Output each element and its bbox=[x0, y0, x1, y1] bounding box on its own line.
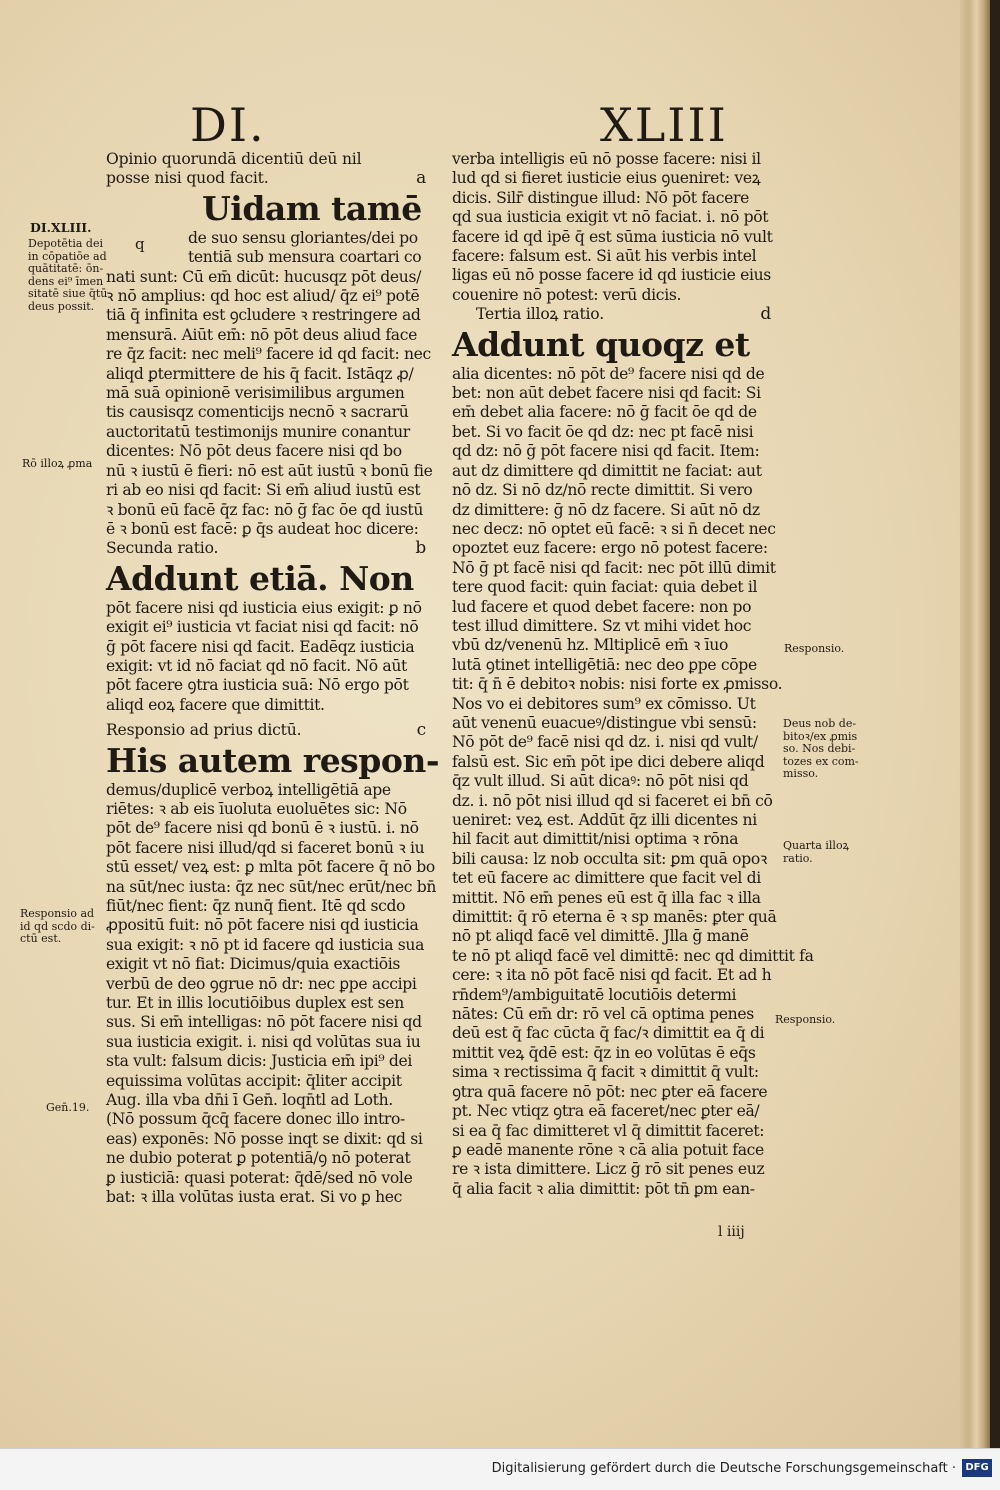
text-line: demus/duplicē verboꝝ intelligētiā ape bbox=[106, 780, 391, 799]
text-line: test illud dimittere. Sz vt mihi videt hoc bbox=[452, 616, 752, 635]
dfg-logo: DFG bbox=[962, 1459, 992, 1477]
text-line: qd dz: nō ḡ pōt facere nisi qd facit. Item: bbox=[452, 442, 760, 461]
text-line: equissima volūtas accipit: q̄liter accipit bbox=[106, 1071, 402, 1090]
text-line: sima ꝛ rectissima q̄ facit ꝛ dimittit q̄ vult: bbox=[452, 1063, 759, 1082]
margin-line: ratio. bbox=[783, 851, 813, 865]
text-line: mā suā opinionē verisimilibus argumen bbox=[106, 384, 405, 403]
text-line: nātes: Cū em̄ dr: rō vel cā optima penes bbox=[452, 1005, 754, 1024]
text-line: couenire nō potest: verū dicis. bbox=[452, 285, 682, 304]
page-edge bbox=[960, 0, 990, 1448]
text-line: rn̄dem⁹/ambiguitatē locutiōis determi bbox=[452, 985, 737, 1004]
text-line: de suo sensu gloriantes/dei po bbox=[188, 228, 418, 247]
text-line: si ea q̄ fac dimitteret vl q̄ dimittit faceret: bbox=[452, 1121, 765, 1140]
running-header-right: XLIII bbox=[600, 98, 728, 152]
margin-note-left-4: Gen̄.19. bbox=[46, 1101, 90, 1114]
section-heading-2: Secunda ratio. b bbox=[106, 538, 426, 559]
text-line: ueniret: veꝝ est. Addūt q̄z illi dicentes ni bbox=[452, 811, 757, 829]
text-line: nō pt aliqd facē vel dimittē. Jlla ḡ manē bbox=[452, 927, 749, 946]
text-line: nū ꝛ iustū ē fieri: nō est aūt iustū ꝛ bonū fie bbox=[106, 461, 433, 480]
text-line: tentiā sub mensura coartari co bbox=[188, 248, 422, 267]
text-line: bili causa: lz nob occulta sit: ꝑm quā opoꝛ bbox=[452, 849, 767, 868]
text-line: q̄z vult illud. Si aūt dicaꝰ: nō pōt nisi qd bbox=[452, 772, 749, 791]
margin-note-left-3 bbox=[20, 908, 95, 946]
text-line: lutā ꝯtinet intelligētiā: nec deo ꝑpe cōpe bbox=[452, 655, 757, 674]
funding-credit: Digitalisierung gefördert durch die Deutsche Forschungsgemeinschaft · bbox=[491, 1461, 956, 1476]
text-line: dz dimittere: ḡ nō dz facere. Si aūt nō dz bbox=[452, 500, 760, 519]
running-header-left: DI. bbox=[190, 98, 266, 152]
text-line: em̄ debet alia facere: nō ḡ facit ōe qd de bbox=[452, 403, 757, 422]
text-line: aliqd ꝑtermittere de his q̄ facit. Istāqz ꝓ/ bbox=[106, 364, 414, 383]
text-line: verbū de deo ꝯgrue nō dr: nec ꝑpe accipi bbox=[106, 974, 417, 993]
text-line: (Nō possum q̄cq̄ facere donec illo intro- bbox=[106, 1110, 405, 1129]
margin-line: Responsio ad bbox=[20, 907, 95, 920]
margin-line: so. Nos debi- bbox=[783, 742, 856, 755]
text-line: deū est q̄ fac cūcta q̄ fac/ꝛ dimittit ea q̄ di bbox=[452, 1024, 765, 1043]
decorated-opening: Uidam tamē bbox=[202, 188, 422, 228]
text-line: dicentes: Nō pōt deus facere nisi qd bo bbox=[106, 442, 402, 461]
section-heading-1 bbox=[106, 150, 432, 189]
text-line: eas) exponēs: Nō posse inqt se dixit: qd si bbox=[106, 1129, 423, 1148]
text-line: na sūt/nec iusta: q̄z nec sūt/nec erūt/nec bn̄ bbox=[106, 877, 437, 896]
text-line: dz. i. nō pōt nisi illud qd si faceret ei bn̄ cō bbox=[452, 791, 773, 810]
text-line: sua iusticia exigit. i. nisi qd volūtas sua iu bbox=[106, 1032, 421, 1051]
margin-line: Quarta illoꝝ bbox=[783, 839, 849, 852]
text-line: lud qd si fieret iusticie eius ꝯueniret: veꝝ bbox=[452, 169, 761, 188]
text-line: tis causisqz comenticijs necnō ꝛ sacrarū bbox=[106, 403, 409, 422]
text-line: qd sua iusticia exigit vt nō faciat. i. nō pōt bbox=[452, 208, 769, 227]
text-line: dicis. Silr̄ distingue illud: Nō pōt facere bbox=[452, 188, 749, 207]
text-line: riētes: ꝛ ab eis īuoluta euoluētes sic: Nō bbox=[106, 799, 407, 818]
text-line: tet eū facere ac dimittere que facit vel di bbox=[452, 869, 761, 888]
text-line: bet: non aūt debet facere nisi qd facit: Si bbox=[452, 384, 761, 403]
text-line: mensurā. Aiūt em̄: nō pōt deus aliud face bbox=[106, 325, 417, 344]
text-line: mittit. Nō em̄ penes eū est q̄ illa fac ꝛ illa bbox=[452, 888, 761, 907]
section-heading-3: Responsio ad prius dictū. c bbox=[106, 720, 426, 741]
margin-line: sitatē siue q̄tū bbox=[28, 287, 108, 300]
text-line: re q̄z facit: nec meli⁹ facere id qd facit: nec bbox=[106, 345, 431, 364]
text-line: aliqd eoꝝ facere que dimittit. bbox=[106, 695, 325, 714]
text-line: tiā q̄ infinita est ꝯcludere ꝛ restringere ad bbox=[106, 306, 421, 325]
paragraph-3 bbox=[106, 780, 437, 1208]
decorated-opening-4: Addunt quoqz et bbox=[452, 324, 750, 364]
paragraph-4 bbox=[452, 150, 777, 305]
text-line: verba intelligis eū nō posse facere: nisi il bbox=[452, 150, 761, 168]
text-line: sus. Si em̄ intelligas: nō pōt facere nisi qd bbox=[106, 1013, 422, 1032]
text-line: te nō pt aliqd facē vel dimittē: nec qd dimittit fa bbox=[452, 946, 814, 965]
text-line: facere: falsum est. Si aūt his verbis intel bbox=[452, 247, 757, 266]
text-line: falsū est. Sic em̄ pōt ipe dici debere aliqd bbox=[452, 752, 765, 771]
text-line: pt. Nec vtiqz ꝯtra eā faceret/nec ꝑter eā/ bbox=[452, 1102, 760, 1121]
text-line: sua exigit: ꝛ nō pt id facere qd iusticia sua bbox=[106, 935, 425, 954]
text-line: bat: ꝛ illa volūtas iusta erat. Si vo ꝑ hec bbox=[106, 1188, 403, 1207]
text-line: Nō pōt de⁹ facē nisi qd dz. i. nisi qd vult/ bbox=[452, 733, 758, 752]
margin-note-right-2 bbox=[783, 718, 859, 781]
text-line: aūt venenū euacueꝰ/distingue vbi sensū: bbox=[452, 713, 757, 732]
margin-line: ctū est. bbox=[20, 932, 62, 945]
text-line: mittit veꝝ q̄dē est: q̄z in eo volūtas ē eq̄s bbox=[452, 1043, 756, 1062]
text-line: tit: q̄ n̄ ē debitoꝛ nobis: nisi forte ex ꝓmisso. bbox=[452, 675, 783, 694]
text-line: auctoritatū testimonijs munire conantur bbox=[106, 422, 410, 441]
margin-line: Depotētia dei bbox=[28, 237, 103, 250]
margin-note-right-1: Responsio. bbox=[784, 642, 845, 655]
margin-line: deus possit. bbox=[28, 299, 95, 313]
paragraph-2 bbox=[106, 599, 432, 715]
text-line: nō dz. Si nō dz/nō recte dimittit. Si vero bbox=[452, 481, 753, 500]
digitization-footer bbox=[0, 1448, 1000, 1490]
text-line: stū esset/ veꝝ est: ꝑ mlta pōt facere q̄ nō bo bbox=[106, 858, 435, 877]
margin-line: tozes ex com- bbox=[783, 754, 859, 768]
text-line: opoztet euz facere: ergo nō potest facere: bbox=[452, 539, 768, 558]
text-line: pōt facere nisi qd iusticia eius exigit: ꝑ nō bbox=[106, 598, 422, 617]
text-line: tere quod facit: quin faciat: quia debet il bbox=[452, 578, 758, 597]
text-line: ri ab eo nisi qd facit: Si em̄ aliud iustū est bbox=[106, 481, 421, 500]
paragraph-1 bbox=[106, 229, 432, 540]
text-line: hil facit aut dimittit/nisi optima ꝛ rōna bbox=[452, 830, 739, 849]
margin-note-right-3 bbox=[783, 840, 849, 865]
text-line: bet. Si vo facit ōe qd dz: nec pt facē nisi bbox=[452, 422, 754, 441]
margin-note-right-4: Responsio. bbox=[775, 1013, 836, 1026]
text-line: pōt facere ꝯtra iusticia suā: Nō ergo pōt bbox=[106, 676, 409, 695]
margin-line: id qd scdo di- bbox=[20, 919, 95, 933]
text-line: q̄ alia facit ꝛ alia dimittit: pōt tn̄ ꝑm ean- bbox=[452, 1179, 755, 1198]
margin-line: quātitatē: ōn- bbox=[28, 262, 104, 275]
heading-line: Opinio quorundā dicentiū deū nil bbox=[106, 150, 362, 168]
text-line: fiūt/nec fient: q̄z nunq̄ fient. Itē qd scdo bbox=[106, 897, 406, 915]
text-line: ꝑ iusticiā: quasi poterat: q̄dē/sed nō vole bbox=[106, 1168, 413, 1187]
text-line: ē ꝛ bonū est facē: ꝑ q̄s audeat hoc dicere: bbox=[106, 519, 419, 538]
text-line: sta vult: falsum dicis: Justicia em̄ ipi⁹ dei bbox=[106, 1052, 413, 1071]
margin-line: dens ei⁹ īmen bbox=[28, 274, 104, 288]
text-line: tur. Et in illis locutiōibus duplex est sen bbox=[106, 994, 404, 1013]
text-line: ne dubio poterat ꝑ potentiā/ꝯ nō poterat bbox=[106, 1149, 411, 1168]
text-line: exigit ei⁹ iusticia vt faciat nisi qd facit: nō bbox=[106, 618, 419, 637]
text-line: Aug. illa vba dn̄i ī Gen̄. loqn̄tl ad Loth. bbox=[106, 1091, 393, 1110]
margin-note-left-2: Rō illoꝝ ꝓma bbox=[22, 457, 93, 470]
text-line: Nō ḡ pt facē nisi qd facit: nec pōt illū dimit bbox=[452, 558, 776, 577]
text-line: ꝑ eadē manente rōne ꝛ cā alia potuit face bbox=[452, 1140, 764, 1159]
text-line: nec decz: nō optet eū facē: ꝛ si n̄ decet nec bbox=[452, 519, 776, 538]
text-line: ꝓpositū fuit: nō pōt facere nisi qd iusticia bbox=[106, 916, 419, 935]
initial-letter-marker: q bbox=[135, 235, 145, 253]
signature-mark: l iiij bbox=[718, 1224, 745, 1240]
margin-line: bitoꝛ/ex ꝓmis bbox=[783, 729, 858, 743]
text-line: pōt facere nisi illud/qd si faceret bonū ꝛ iu bbox=[106, 838, 425, 857]
text-line: ꝛ bonū eū facē q̄z fac: nō ḡ fac ōe qd iustū bbox=[106, 500, 424, 519]
text-line: re ꝛ ista dimittere. Licz ḡ rō sit penes euz bbox=[452, 1160, 765, 1179]
text-line: vbū dz/venenū hz. Mltiplicē em̄ ꝛ īuo bbox=[452, 636, 728, 655]
text-line: facere id qd ipē q̄ est sūma iusticia nō vult bbox=[452, 227, 773, 246]
section-heading-4: Tertia illoꝝ ratio. d bbox=[476, 304, 771, 325]
text-line: exigit: vt id nō faciat qd nō facit. Nō aūt bbox=[106, 656, 407, 675]
margin-line: Deus nob de- bbox=[783, 717, 857, 730]
margin-line: misso. bbox=[783, 767, 819, 780]
text-line: Nos vo ei debitores sum⁹ ex cōmisso. Ut bbox=[452, 694, 756, 713]
text-line: ꝯtra quā facere nō pōt: nec ꝑter eā facere bbox=[452, 1082, 768, 1101]
text-line: alia dicentes: nō pōt de⁹ facere nisi qd de bbox=[452, 364, 765, 383]
margin-note-left-1 bbox=[28, 238, 107, 313]
text-line: ligas eū nō posse facere id qd iusticie eius bbox=[452, 266, 771, 285]
text-line: exigit vt nō fiat: Dicimus/quia exactiōis bbox=[106, 955, 401, 974]
decorated-opening-2: Addunt etiā. Non bbox=[106, 558, 414, 598]
text-line: cere: ꝛ ita nō pōt facē nisi qd facit. Et ad h bbox=[452, 966, 772, 985]
text-line: dimittit: q̄ rō eterna ē ꝛ sp manēs: ꝑter quā bbox=[452, 908, 777, 927]
decorated-opening-3: His autem respon- bbox=[106, 740, 440, 780]
text-line: nati sunt: Cū em̄ dicūt: hucusqz pōt deus/ bbox=[106, 267, 422, 286]
margin-line: in cōpatiōe ad bbox=[28, 249, 107, 263]
heading-line: posse nisi quod facit. a bbox=[106, 168, 426, 189]
text-column-left bbox=[106, 150, 440, 1208]
text-line: ḡ pōt facere nisi qd facit. Eadēqz iusticia bbox=[106, 637, 415, 656]
text-line: pōt de⁹ facere nisi qd bonū ē ꝛ iustū. i. nō bbox=[106, 819, 419, 838]
text-line: aut dz dimittere qd dimittit ne faciat: aut bbox=[452, 461, 762, 480]
margin-title: DI.XLIII. bbox=[30, 220, 92, 235]
text-line: ꝛ nō amplius: qd hoc est aliud/ q̄z ei⁹ potē bbox=[106, 287, 420, 306]
text-line: lud facere et quod debet facere: non po bbox=[452, 597, 752, 616]
